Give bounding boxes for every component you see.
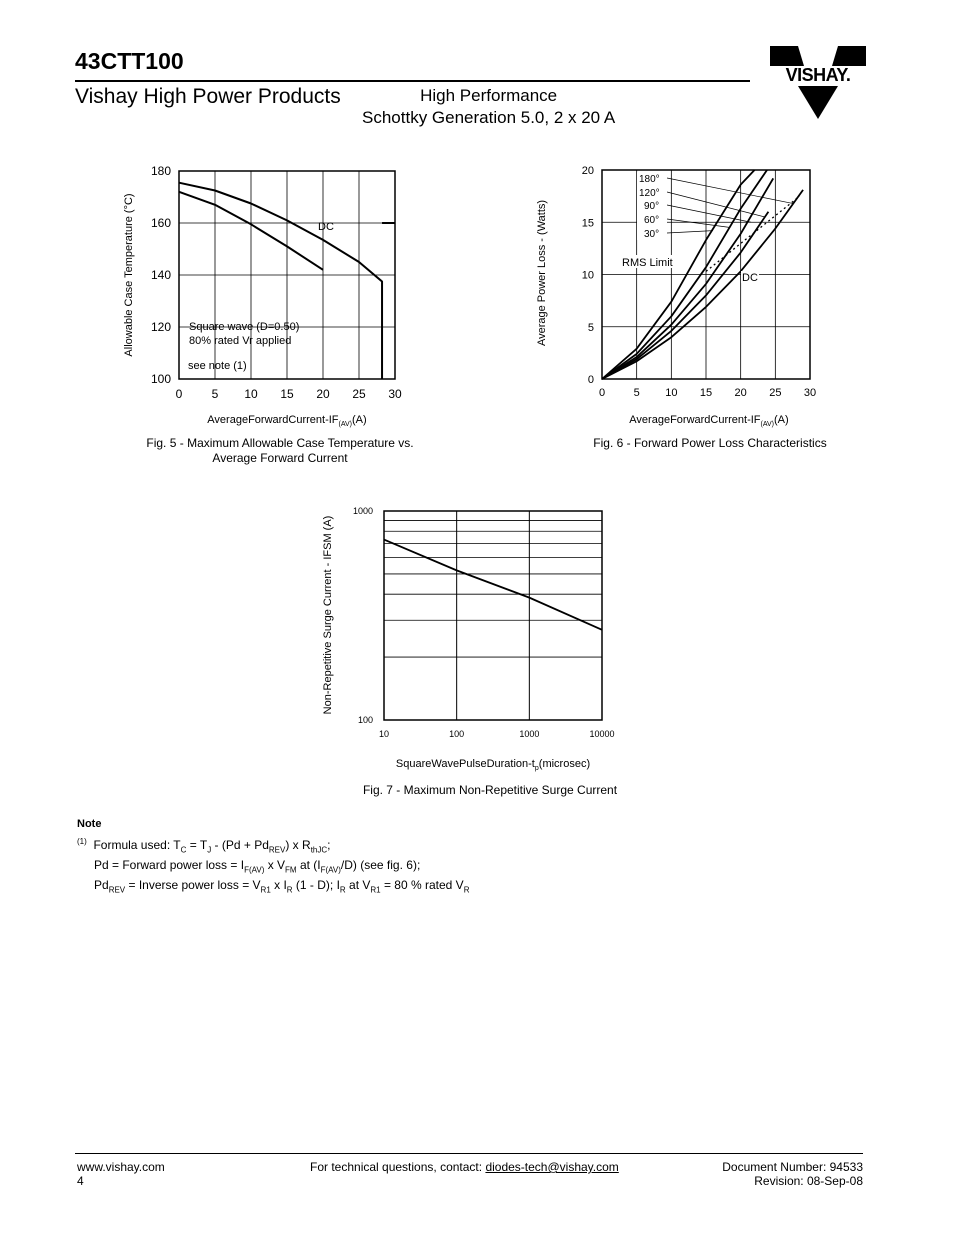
fig5-caption (110, 436, 450, 466)
fig6-angle-180: 180° (639, 174, 660, 185)
fig7-series (384, 540, 602, 630)
company-name: Vishay High Power Products (75, 85, 341, 108)
logo-text: VISHAY. (785, 65, 851, 85)
fig5-x-axis-label: AverageForwardCurrent-$IF_{(AV)}(A)$ (207, 414, 367, 428)
footer-page-number: 4 (77, 1174, 84, 1188)
fig5-square-wave-label: Square wave (D=0.50) (189, 321, 300, 333)
fig6-grid (602, 170, 810, 379)
footer-website[interactable]: www.vishay.com (77, 1160, 165, 1174)
fig6-y-tick-label: 0 (587, 374, 594, 386)
fig6-x-axis-label: AverageForwardCurrent-$IF_{(AV)}(A)$ (629, 414, 789, 428)
fig6-angle-90: 90° (644, 201, 660, 212)
fig5-note-ref-label: see note (1) (188, 360, 247, 372)
subtitle-line-1: High Performance (420, 86, 558, 105)
fig7-y-axis-label: Non-Repetitive Surge Current - IFSM (A) (322, 515, 334, 715)
fig5-y-tick-label: 140 (150, 268, 171, 282)
fig6-y-tick-label: 20 (581, 165, 594, 177)
fig5-y-tick-label: 120 (150, 320, 171, 334)
fig6-angle-30: 30° (644, 229, 660, 240)
fig5-caption-line-1: Fig. 5 - Maximum Allowable Case Temperature vs. (146, 436, 414, 450)
fig6-caption: Fig. 6 - Forward Power Loss Characteristics (593, 436, 827, 450)
fig6-angle-60: 60° (644, 215, 660, 226)
fig6-angle-labels (637, 172, 667, 240)
fig6-angle-leader-line (667, 178, 793, 203)
fig5-y-tick-label: 180 (150, 164, 171, 178)
fig5-y-tick-label: 160 (150, 216, 171, 230)
note-body (77, 835, 469, 898)
footer-contact (310, 1160, 619, 1174)
fig5-grid (179, 171, 395, 379)
fig6-x-tick-label: 0 (598, 387, 606, 399)
fig6-x-tick-label: 5 (633, 387, 640, 399)
fig7-x-axis-label: SquareWavePulseDuration-$t_p(microsec)$ (395, 758, 591, 772)
note-heading: Note (77, 818, 102, 830)
footer-revision: Revision: 08-Sep-08 (754, 1174, 863, 1188)
fig5-x-tick-label: 5 (211, 387, 219, 401)
fig5-x-tick-label: 15 (280, 387, 294, 401)
fig7-x-tick-label: 10000 (589, 729, 615, 739)
note-line-2: Pd = Forward power loss = $I_{F(AV)}$ x $V_{FM}$ at $(I_{F(AV)}/D)$ (see fig. 6); (94, 857, 421, 875)
fig6-dc-label: DC (742, 272, 758, 284)
subtitle-line-2: Schottky Generation 5.0, 2 x 20 A (362, 108, 616, 127)
fig5-y-axis-label: Allowable Case Temperature (°C) (123, 193, 135, 357)
footer-left (77, 1160, 165, 1188)
fig6-rms-limit-label: RMS Limit (622, 257, 673, 269)
fig6-y-tick-label: 15 (581, 217, 594, 230)
fig7-x-tick-label: 100 (449, 729, 465, 739)
fig6-series-line (706, 196, 800, 271)
part-number: 43CTT100 (75, 48, 184, 74)
fig6-angle-leaders (667, 178, 793, 233)
fig6-angle-120: 120° (639, 188, 660, 199)
footer-doc-number: Document Number: 94533 (722, 1160, 863, 1174)
fig6-y-tick-label: 5 (587, 321, 594, 334)
fig5-x-tick-label: 0 (175, 387, 183, 401)
fig5-dc-label: DC (318, 221, 334, 233)
fig7-x-tick-label: 1000 (519, 729, 540, 739)
note-line-1: $^{(1)}$ Formula used: $T_C = T_J - (Pd + Pd_{REV})$ x $R_{thJC}$; (77, 837, 331, 855)
fig6-angle-leader-line (667, 219, 730, 227)
fig5-x-tick-label: 25 (352, 387, 366, 401)
fig7-tick-labels (353, 506, 615, 739)
fig5-x-tick-label: 10 (244, 387, 258, 401)
fig7-y-tick-label: 100 (357, 715, 373, 725)
footer-right (663, 1160, 863, 1188)
fig6-x-tick-label: 20 (734, 387, 747, 399)
fig6-chart (525, 150, 845, 440)
product-subtitle (362, 85, 615, 129)
fig7-caption: Fig. 7 - Maximum Non-Repetitive Surge Current (362, 783, 618, 797)
fig5-y-tick-label: 100 (150, 372, 171, 386)
vishay-logo (768, 44, 868, 122)
footer-contact-prefix: For technical questions, contact: (310, 1160, 486, 1174)
fig5-x-tick-label: 30 (388, 387, 402, 401)
fig6-x-tick-label: 30 (803, 387, 817, 399)
header-rule (75, 80, 750, 82)
fig6-x-tick-label: 15 (699, 387, 713, 399)
fig5-x-tick-label: 20 (316, 387, 330, 401)
footer-rule (75, 1153, 863, 1154)
fig6-y-axis-label: Average Power Loss - (Watts) (536, 199, 548, 347)
note-line-3: $Pd_{REV}$ = Inverse power loss = $V_{R1}$ x $I_R$ (1 - D); $I_R$ at $V_{R1} = 80$ % rated $V_R$ (94, 877, 470, 895)
fig7-series-line (384, 540, 602, 630)
fig5-chart (110, 150, 410, 440)
fig7-y-tick-label: 1000 (352, 506, 373, 516)
fig5-rated-vr-label: 80% rated Vr applied (189, 335, 292, 347)
fig6-y-tick-label: 10 (581, 269, 594, 282)
fig7-x-tick-label: 10 (378, 729, 390, 739)
fig6-x-tick-label: 25 (769, 387, 782, 399)
fig5-series-line (179, 183, 382, 379)
fig7-chart (310, 495, 640, 780)
fig5-caption-line-2: Average Forward Current (212, 451, 348, 465)
footer-contact-email[interactable]: diodes-tech@vishay.com (485, 1160, 619, 1174)
fig6-x-tick-label: 10 (665, 387, 678, 399)
